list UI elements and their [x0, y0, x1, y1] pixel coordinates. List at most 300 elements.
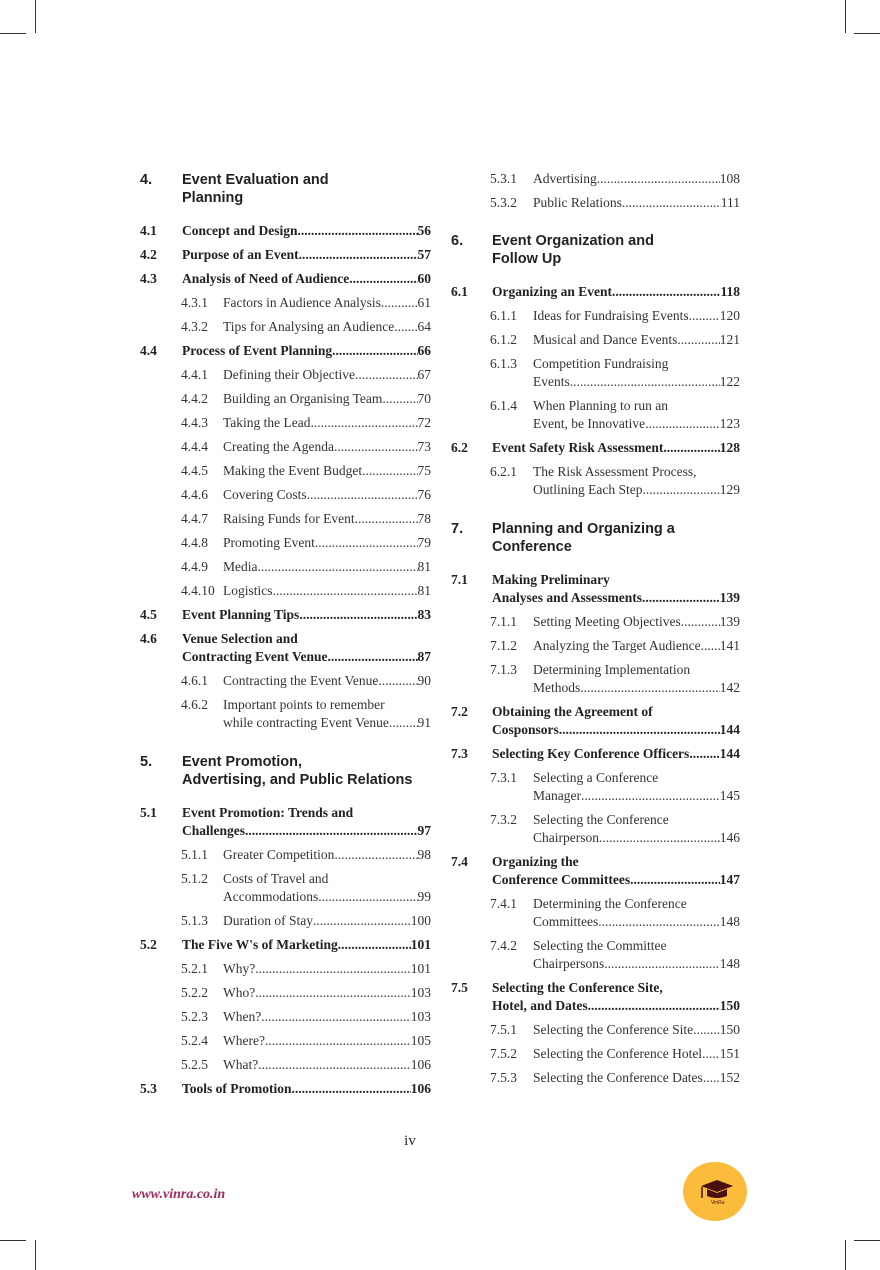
- toc-number: 4.: [140, 172, 153, 188]
- toc-entry-4[interactable]: [140, 171, 431, 207]
- toc-title: Event Evaluation and: [182, 172, 329, 188]
- toc-entry-7-4[interactable]: [451, 853, 740, 889]
- toc-page-number: 139: [719, 614, 740, 629]
- toc-number: 6.2: [451, 440, 468, 455]
- toc-page-number: 151: [719, 1046, 740, 1061]
- toc-title: Where?: [223, 1033, 265, 1048]
- toc-page-number: 87: [417, 649, 431, 664]
- toc-entry-7-5[interactable]: [451, 979, 740, 1015]
- toc-page-number: 108: [719, 171, 740, 186]
- toc-entry-5-2-4[interactable]: [181, 1032, 431, 1050]
- toc-page-number: 57: [417, 247, 431, 262]
- toc-number: 4.3.1: [181, 295, 208, 310]
- toc-entry-4-6-2[interactable]: [181, 696, 431, 732]
- toc-entry-7-1[interactable]: [451, 571, 740, 607]
- toc-page-number: 145: [719, 788, 740, 803]
- toc-page-number: 144: [719, 746, 740, 761]
- toc-entry-4-5[interactable]: [140, 606, 431, 624]
- toc-title: Making the Event Budget: [223, 463, 363, 478]
- toc-number: 5.2.5: [181, 1057, 208, 1072]
- toc-number: 7.5.2: [490, 1046, 517, 1061]
- toc-page-number: 81: [417, 583, 431, 598]
- toc-title: Selecting Key Conference Officers: [492, 746, 690, 761]
- toc-number: 7.3: [451, 746, 468, 761]
- toc-page-number: 141: [719, 638, 740, 653]
- toc-title: Competition Fundraising: [533, 356, 669, 371]
- toc-entry-5-1-2[interactable]: [181, 870, 431, 906]
- toc-title: What?: [223, 1057, 259, 1072]
- dot-leader: [389, 714, 418, 732]
- dot-leader: [298, 222, 418, 240]
- toc-page-number: 144: [719, 722, 740, 737]
- toc-title: Chairperson: [533, 830, 599, 845]
- dot-leader: [311, 414, 418, 432]
- toc-number: 5.1: [140, 805, 157, 820]
- crop-mark: [854, 1240, 880, 1241]
- toc-number: 7.4.1: [490, 896, 517, 911]
- toc-page-number: 91: [417, 715, 431, 730]
- toc-title: Who?: [223, 985, 256, 1000]
- toc-title: Methods: [533, 680, 581, 695]
- toc-title: Purpose of an Event: [182, 247, 299, 262]
- toc-title: Selecting the Conference Dates: [533, 1070, 703, 1085]
- dot-leader: [598, 913, 720, 931]
- dot-leader: [701, 637, 720, 655]
- toc-page-number: 106: [410, 1081, 431, 1096]
- toc-title: Building an Organising Team: [223, 391, 383, 406]
- dot-leader: [604, 955, 720, 973]
- toc-number: 4.6.2: [181, 697, 208, 712]
- toc-title: Factors in Audience Analysis: [223, 295, 381, 310]
- toc-title: When Planning to run an: [533, 398, 668, 413]
- toc-number: 4.3.2: [181, 319, 208, 334]
- toc-page-number: 67: [417, 367, 431, 382]
- toc-title: Contracting Event Venue: [182, 649, 328, 664]
- dot-leader: [292, 1080, 411, 1098]
- dot-leader: [355, 366, 418, 384]
- toc-entry-4-3[interactable]: [140, 270, 431, 288]
- toc-number: 7.5.1: [490, 1022, 517, 1037]
- crop-mark: [854, 33, 880, 34]
- toc-entry-5-2[interactable]: [140, 936, 431, 954]
- toc-entry-4-4-8[interactable]: [181, 534, 431, 552]
- dot-leader: [299, 246, 418, 264]
- toc-page-number: 97: [417, 823, 431, 838]
- toc-entry-5-2-5[interactable]: [181, 1056, 431, 1074]
- dot-leader: [261, 1008, 411, 1026]
- toc-entry-7-5-1[interactable]: [490, 1021, 740, 1039]
- toc-title: Event Promotion: Trends and: [182, 805, 354, 820]
- toc-entry-7-1-3[interactable]: [490, 661, 740, 697]
- toc-number: 5.1.3: [181, 913, 208, 928]
- toc-number: 7.1.2: [490, 638, 517, 653]
- toc-number: 4.4.5: [181, 463, 208, 478]
- toc-entry-6-1-2[interactable]: [490, 331, 740, 349]
- dot-leader: [258, 558, 418, 576]
- toc-title: Manager: [533, 788, 581, 803]
- toc-page-number: 148: [719, 956, 740, 971]
- toc-number: 4.4.8: [181, 535, 208, 550]
- toc-title: Advertising, and Public Relations: [182, 772, 413, 788]
- toc-entry-7-5-3[interactable]: [490, 1069, 740, 1087]
- toc-entry-4-4-5[interactable]: [181, 462, 431, 480]
- toc-number: 7.1.1: [490, 614, 517, 629]
- toc-entry-7-2[interactable]: [451, 703, 740, 739]
- toc-number: 6.2.1: [490, 464, 517, 479]
- toc-entry-6-1-3[interactable]: [490, 355, 740, 391]
- toc-entry-5-3-1[interactable]: [490, 170, 740, 188]
- toc-entry-4-4-9[interactable]: [181, 558, 431, 576]
- toc-entry-6-2[interactable]: [451, 439, 740, 457]
- toc-entry-5-2-1[interactable]: [181, 960, 431, 978]
- toc-page-number: 64: [417, 319, 431, 334]
- toc-entry-6[interactable]: [451, 232, 740, 268]
- toc-number: 4.4.10: [181, 583, 215, 598]
- toc-title: Analyses and Assessments: [492, 590, 643, 605]
- toc-page-number: 56: [417, 223, 431, 238]
- toc-page-number: 148: [719, 914, 740, 929]
- toc-title: Challenges: [182, 823, 246, 838]
- dot-leader: [315, 534, 418, 552]
- toc-page-number: 61: [417, 295, 431, 310]
- dot-leader: [349, 270, 417, 288]
- toc-page-number: 146: [719, 830, 740, 845]
- toc-entry-4-4-6[interactable]: [181, 486, 431, 504]
- dot-leader: [381, 294, 418, 312]
- toc-number: 7.: [451, 521, 464, 537]
- toc-title: Musical and Dance Events: [533, 332, 678, 347]
- toc-entry-7-5-2[interactable]: [490, 1045, 740, 1063]
- toc-entry-7-3-1[interactable]: [490, 769, 740, 805]
- toc-number: 4.6.1: [181, 673, 208, 688]
- toc-number: 7.2: [451, 704, 468, 719]
- toc-number: 4.3: [140, 271, 157, 286]
- toc-number: 4.4.7: [181, 511, 208, 526]
- dot-leader: [642, 589, 720, 607]
- toc-page-number: 111: [720, 195, 740, 210]
- dot-leader: [693, 1021, 720, 1039]
- toc-entry-4-1[interactable]: [140, 222, 431, 240]
- toc-page-number: 60: [417, 271, 431, 286]
- toc-number: 5.2.1: [181, 961, 208, 976]
- toc-number: 7.5: [451, 980, 468, 995]
- toc-page-number: 70: [417, 391, 431, 406]
- toc-number: 4.5: [140, 607, 157, 622]
- toc-title: The Risk Assessment Process,: [533, 464, 697, 479]
- toc-page-number: 100: [410, 913, 431, 928]
- toc-entry-5[interactable]: [140, 753, 431, 789]
- toc-page-number: 142: [719, 680, 740, 695]
- page-number: iv: [404, 1133, 416, 1149]
- toc-entry-5-3[interactable]: [140, 1080, 431, 1098]
- toc-page-number: 105: [410, 1033, 431, 1048]
- toc-title: Costs of Travel and: [223, 871, 329, 886]
- toc-page-number: 122: [719, 374, 740, 389]
- toc-entry-4-2[interactable]: [140, 246, 431, 264]
- toc-title: Obtaining the Agreement of: [492, 704, 653, 719]
- toc-title: Covering Costs: [223, 487, 307, 502]
- toc-number: 6.1.3: [490, 356, 517, 371]
- toc-entry-7-3[interactable]: [451, 745, 740, 763]
- crop-mark: [0, 33, 26, 34]
- toc-entry-4-6[interactable]: [140, 630, 431, 666]
- dot-leader: [663, 439, 719, 457]
- toc-title: Tools of Promotion: [182, 1081, 292, 1096]
- toc-title: Defining their Objective: [223, 367, 355, 382]
- dot-leader: [689, 745, 719, 763]
- toc-page-number: 66: [417, 343, 431, 358]
- toc-title: Media: [223, 559, 258, 574]
- toc-number: 4.4.2: [181, 391, 208, 406]
- toc-title: Determining Implementation: [533, 662, 691, 677]
- toc-entry-7-1-2[interactable]: [490, 637, 740, 655]
- toc-entry-5-2-2[interactable]: [181, 984, 431, 1002]
- toc-title: Tips for Analysing an Audience: [223, 319, 395, 334]
- toc-number: 4.2: [140, 247, 157, 262]
- toc-number: 6.: [451, 233, 464, 249]
- toc-entry-5-3-2[interactable]: [490, 194, 740, 212]
- toc-title: Analyzing the Target Audience: [533, 638, 701, 653]
- toc-title: Analysis of Need of Audience: [182, 271, 350, 286]
- toc-page-number: 120: [719, 308, 740, 323]
- dot-leader: [612, 283, 720, 301]
- toc-title: Selecting a Conference: [533, 770, 659, 785]
- toc-title: Contracting the Event Venue: [223, 673, 379, 688]
- dot-leader: [580, 679, 720, 697]
- toc-page-number: 150: [719, 998, 740, 1013]
- toc-number: 4.4.4: [181, 439, 208, 454]
- toc-number: 7.3.1: [490, 770, 517, 785]
- toc-page-number: 106: [410, 1057, 431, 1072]
- toc-number: 4.4.9: [181, 559, 208, 574]
- dot-leader: [307, 486, 418, 504]
- toc-title: Event Promotion,: [182, 754, 303, 770]
- toc-number: 7.1: [451, 572, 468, 587]
- dot-leader: [334, 846, 417, 864]
- toc-title: Process of Event Planning: [182, 343, 333, 358]
- toc-title: Taking the Lead: [223, 415, 311, 430]
- toc-page-number: 81: [417, 559, 431, 574]
- toc-page-number: 139: [719, 590, 740, 605]
- toc-entry-5-2-3[interactable]: [181, 1008, 431, 1026]
- dot-leader: [599, 829, 720, 847]
- toc-title: Determining the Conference: [533, 896, 687, 911]
- toc-entry-7-4-2[interactable]: [490, 937, 740, 973]
- toc-page-number: 73: [417, 439, 431, 454]
- toc-number: 4.4.6: [181, 487, 208, 502]
- toc-page-number: 101: [410, 961, 431, 976]
- toc-title: Venue Selection and: [182, 631, 298, 646]
- dot-leader: [689, 307, 720, 325]
- toc-title: Selecting the Conference Site: [533, 1022, 694, 1037]
- dot-leader: [355, 510, 418, 528]
- toc-title: Public Relations: [533, 195, 622, 210]
- toc-title: Conference Committees: [492, 872, 631, 887]
- crop-mark: [35, 0, 36, 33]
- toc-page-number: 90: [417, 673, 431, 688]
- toc-title: Events: [533, 374, 570, 389]
- toc-number: 6.1.4: [490, 398, 517, 413]
- toc-number: 5.3.2: [490, 195, 517, 210]
- dot-leader: [394, 318, 417, 336]
- toc-page-number: 79: [417, 535, 431, 550]
- toc-number: 5.2.2: [181, 985, 208, 1000]
- dot-leader: [642, 481, 719, 499]
- toc-number: 5.3: [140, 1081, 157, 1096]
- dot-leader: [332, 342, 417, 360]
- toc-page-number: 103: [410, 985, 431, 1000]
- toc-page-number: 118: [720, 284, 740, 299]
- toc-number: 5.: [140, 754, 153, 770]
- dot-leader: [338, 936, 411, 954]
- toc-number: 7.1.3: [490, 662, 517, 677]
- toc-number: 7.5.3: [490, 1070, 517, 1085]
- toc-title: Selecting the Conference Hotel: [533, 1046, 703, 1061]
- toc-number: 5.1.1: [181, 847, 208, 862]
- toc-page-number: 83: [417, 607, 431, 622]
- toc-entry-6-1-4[interactable]: [490, 397, 740, 433]
- crop-mark: [35, 1240, 36, 1270]
- toc-title: Selecting the Committee: [533, 938, 667, 953]
- toc-entry-4-4-1[interactable]: [181, 366, 431, 384]
- toc-entry-6-2-1[interactable]: [490, 463, 740, 499]
- dot-leader: [378, 672, 417, 690]
- toc-page-number: 98: [417, 847, 431, 862]
- toc-title: Planning: [182, 190, 244, 206]
- toc-entry-7[interactable]: [451, 520, 740, 556]
- toc-page-number: 129: [719, 482, 740, 497]
- toc-entry-5-1-1[interactable]: [181, 846, 431, 864]
- dot-leader: [597, 170, 720, 188]
- toc-page-number: 101: [410, 937, 431, 952]
- toc-number: 4.4.3: [181, 415, 208, 430]
- toc-page-number: 123: [719, 416, 740, 431]
- toc-title: Event, be Innovative: [533, 416, 646, 431]
- toc-title: Committees: [533, 914, 599, 929]
- toc-title: Important points to remember: [223, 697, 385, 712]
- toc-number: 5.2: [140, 937, 157, 952]
- toc-number: 4.1: [140, 223, 157, 238]
- toc-page-number: 76: [417, 487, 431, 502]
- toc-title: Selecting the Conference: [533, 812, 669, 827]
- toc-entry-4-3-2[interactable]: [181, 318, 431, 336]
- toc-page-number: 103: [410, 1009, 431, 1024]
- dot-leader: [702, 1045, 720, 1063]
- toc-title: Logistics: [223, 583, 273, 598]
- toc-entry-5-1-3[interactable]: [181, 912, 431, 930]
- toc-page-number: 121: [719, 332, 740, 347]
- toc-number: 7.3.2: [490, 812, 517, 827]
- toc-title: while contracting Event Venue: [223, 715, 389, 730]
- toc-entry-6-1[interactable]: [451, 283, 740, 301]
- toc-title: The Five W's of Marketing: [182, 937, 338, 952]
- toc-title: Making Preliminary: [492, 572, 610, 587]
- crop-mark: [845, 1240, 846, 1270]
- toc-entry-4-4-4[interactable]: [181, 438, 431, 456]
- toc-entry-4-4-3[interactable]: [181, 414, 431, 432]
- toc-title: Ideas for Fundraising Events: [533, 308, 689, 323]
- crop-mark: [845, 0, 846, 33]
- toc-title: Conference: [492, 539, 572, 555]
- toc-entry-4-4[interactable]: [140, 342, 431, 360]
- dot-leader: [328, 648, 418, 666]
- toc-title: Why?: [223, 961, 256, 976]
- svg-text:VinRa: VinRa: [711, 1200, 725, 1206]
- toc-title: Outlining Each Step: [533, 482, 643, 497]
- toc-title: Selecting the Conference Site,: [492, 980, 663, 995]
- toc-title: When?: [223, 1009, 262, 1024]
- toc-title: Organizing the: [492, 854, 579, 869]
- dot-leader: [570, 373, 720, 391]
- toc-entry-7-4-1[interactable]: [490, 895, 740, 931]
- toc-entry-4-6-1[interactable]: [181, 672, 431, 690]
- toc-entry-4-3-1[interactable]: [181, 294, 431, 312]
- toc-title: Accommodations: [223, 889, 319, 904]
- dot-leader: [382, 390, 417, 408]
- dot-leader: [622, 194, 721, 212]
- dot-leader: [245, 822, 417, 840]
- toc-page-number: 128: [719, 440, 740, 455]
- toc-page-number: 72: [417, 415, 431, 430]
- dot-leader: [313, 912, 411, 930]
- dot-leader: [362, 462, 417, 480]
- toc-title: Chairpersons: [533, 956, 605, 971]
- toc-entry-4-4-2[interactable]: [181, 390, 431, 408]
- toc-title: Duration of Stay: [223, 913, 313, 928]
- toc-title: Follow Up: [492, 251, 562, 267]
- toc-page-number: 78: [417, 511, 431, 526]
- toc-number: 7.4: [451, 854, 468, 869]
- crop-mark: [0, 1240, 26, 1241]
- dot-leader: [703, 1069, 720, 1087]
- toc-entry-4-4-10[interactable]: [181, 582, 431, 600]
- dot-leader: [581, 787, 720, 805]
- toc-title: Event Safety Risk Assessment: [492, 440, 664, 455]
- toc-title: Event Planning Tips: [182, 607, 300, 622]
- toc-page-number: 99: [417, 889, 431, 904]
- footer-website-link[interactable]: www.vinra.co.in: [132, 1187, 226, 1202]
- dot-leader: [559, 721, 720, 739]
- toc-title: Promoting Event: [223, 535, 315, 550]
- dot-leader: [255, 960, 411, 978]
- toc-title: Advertising: [533, 171, 597, 186]
- toc-entry-4-4-7[interactable]: [181, 510, 431, 528]
- toc-number: 4.4: [140, 343, 157, 358]
- dot-leader: [681, 613, 720, 631]
- dot-leader: [318, 888, 417, 906]
- toc-number: 6.1: [451, 284, 468, 299]
- toc-number: 4.6: [140, 631, 157, 646]
- toc-title: Creating the Agenda: [223, 439, 334, 454]
- dot-leader: [299, 606, 417, 624]
- toc-title: Event Organization and: [492, 233, 654, 249]
- dot-leader: [645, 415, 720, 433]
- toc-entry-6-1-1[interactable]: [490, 307, 740, 325]
- toc-entry-7-1-1[interactable]: [490, 613, 740, 631]
- toc-number: 4.4.1: [181, 367, 208, 382]
- toc-number: 7.4.2: [490, 938, 517, 953]
- toc-number: 5.1.2: [181, 871, 208, 886]
- toc-page-number: 152: [719, 1070, 740, 1085]
- toc-entry-7-3-2[interactable]: [490, 811, 740, 847]
- dot-leader: [258, 1056, 411, 1074]
- toc-page-number: 75: [417, 463, 431, 478]
- dot-leader: [630, 871, 720, 889]
- graduation-cap-logo-icon: [683, 1162, 747, 1221]
- toc-entry-5-1[interactable]: [140, 804, 431, 840]
- toc-title: Planning and Organizing a: [492, 521, 675, 537]
- toc-title: Organizing an Event: [492, 284, 613, 299]
